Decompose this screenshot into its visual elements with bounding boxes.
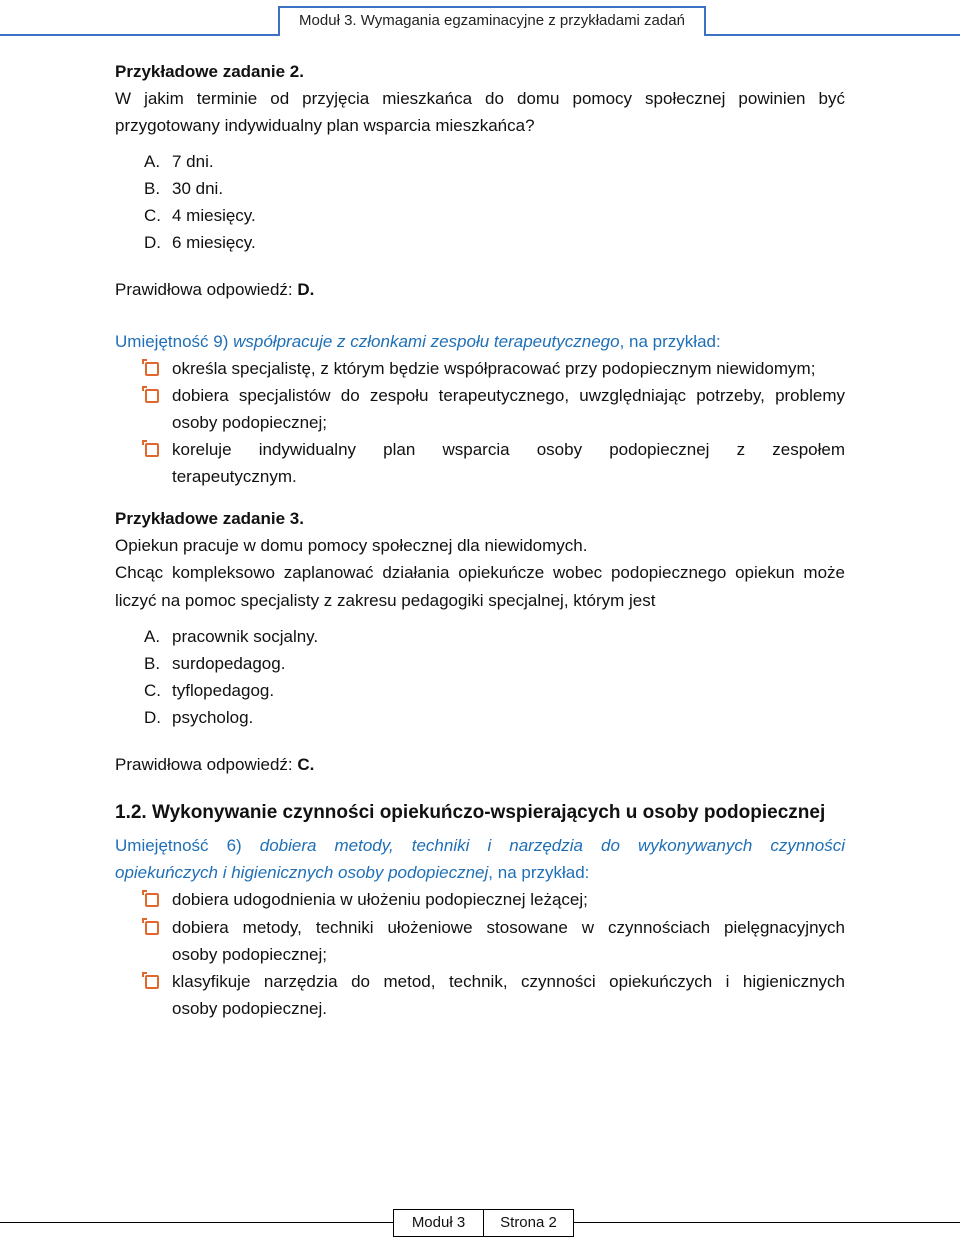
skill6-italic-line1: dobiera metody, techniki i narzędzia do wykonywanych czynności xyxy=(259,836,845,855)
checkbox-bullet-icon xyxy=(145,893,159,907)
footer-module: Moduł 3 xyxy=(393,1209,484,1237)
example2-option-a-text: 7 dni. xyxy=(172,152,214,171)
example3-option-a-letter: A. xyxy=(144,627,161,646)
skill9-suffix: , na przykład: xyxy=(619,332,721,351)
example3-answer-value: C. xyxy=(297,755,315,774)
example3-option-b-letter: B. xyxy=(144,654,161,673)
example3-option-d-letter: D. xyxy=(144,708,161,727)
skill9-italic: współpracuje z członkami zespołu terapeutycznego xyxy=(233,332,620,351)
example3-answer-label: Prawidłowa odpowiedź: xyxy=(115,755,298,774)
example3-answer xyxy=(115,754,314,776)
example3-line3: liczyć na pomoc specjalisty z zakresu pedagogiki specjalnej, którym jest xyxy=(115,591,656,610)
header-title: Moduł 3. Wymagania egzaminacyjne z przykładami zadań xyxy=(278,6,706,34)
skill6-heading-line2 xyxy=(115,862,589,884)
example2-option-d-letter: D. xyxy=(144,233,161,252)
example3-line1: Opiekun pracuje w domu pomocy społecznej dla niewidomych. xyxy=(115,536,588,555)
skill9-bullet3-line2: terapeutycznym. xyxy=(172,467,297,486)
section-number: 1.2. xyxy=(115,802,147,823)
skill9-bullet3-line1: koreluje indywidualny plan wsparcia osoby podopiecznej z zespołem xyxy=(172,440,845,459)
example2-question-line2: przygotowany indywidualny plan wsparcia mieszkańca? xyxy=(115,116,535,135)
example3-title: Przykładowe zadanie 3. xyxy=(115,509,304,528)
skill6-bullet2-line2: osoby podopiecznej; xyxy=(172,945,328,964)
example3-option-a-text: pracownik socjalny. xyxy=(172,627,319,646)
checkbox-bullet-icon xyxy=(145,389,159,403)
example2-option-b-letter: B. xyxy=(144,179,161,198)
skill6-heading-line1 xyxy=(115,835,845,857)
example3-option-c-text: tyflopedagog. xyxy=(172,681,275,700)
skill9-heading xyxy=(115,331,721,353)
skill6-prefix: Umiejętność 6) xyxy=(115,836,260,855)
header-rule-right xyxy=(704,34,960,36)
example2-option-c-letter: C. xyxy=(144,206,161,225)
example2-option-d-text: 6 miesięcy. xyxy=(172,233,256,252)
checkbox-bullet-icon xyxy=(145,921,159,935)
example3-option-b-text: surdopedagog. xyxy=(172,654,286,673)
skill6-bullet3-line2: osoby podopiecznej. xyxy=(172,999,328,1018)
skill6-bullet1-line1: dobiera udogodnienia w ułożeniu podopiecznej leżącej; xyxy=(172,890,588,909)
example2-title: Przykładowe zadanie 2. xyxy=(115,62,304,81)
skill9-bullet1-line1: określa specjalistę, z którym będzie współpracować przy podopiecznym niewidomym; xyxy=(172,359,816,378)
skill9-prefix: Umiejętność 9) xyxy=(115,332,234,351)
skill6-suffix: , na przykład: xyxy=(488,863,590,882)
section-heading xyxy=(115,801,825,825)
header-rule-left xyxy=(0,34,280,36)
example2-option-b-text: 30 dni. xyxy=(172,179,224,198)
skill9-bullet2-line1: dobiera specjalistów do zespołu terapeutycznego, uwzględniając potrzeby, problemy xyxy=(172,386,845,405)
checkbox-bullet-icon xyxy=(145,975,159,989)
example2-option-c-text: 4 miesięcy. xyxy=(172,206,256,225)
footer-page: Strona 2 xyxy=(483,1209,574,1237)
checkbox-bullet-icon xyxy=(145,362,159,376)
example2-answer xyxy=(115,279,314,301)
example2-answer-value: D. xyxy=(297,280,315,299)
example2-question-line1: W jakim terminie od przyjęcia mieszkańca do domu pomocy społecznej powinien być xyxy=(115,89,845,108)
skill6-bullet3-line1: klasyfikuje narzędzia do metod, technik, czynności opiekuńczych i higienicznych xyxy=(172,972,845,991)
example3-line2: Chcąc kompleksowo zaplanować działania opiekuńcze wobec podopiecznego opiekun może xyxy=(115,563,845,582)
skill6-bullet2-line1: dobiera metody, techniki ułożeniowe stosowane w czynnościach pielęgnacyjnych xyxy=(172,918,845,937)
example2-answer-label: Prawidłowa odpowiedź: xyxy=(115,280,298,299)
section-title: Wykonywanie czynności opiekuńczo-wspierających u osoby podopiecznej xyxy=(146,802,826,823)
skill6-italic-line2: opiekuńczych i higienicznych osoby podopiecznej xyxy=(115,863,489,882)
checkbox-bullet-icon xyxy=(145,443,159,457)
skill9-bullet2-line2: osoby podopiecznej; xyxy=(172,413,328,432)
example3-option-d-text: psycholog. xyxy=(172,708,254,727)
example3-option-c-letter: C. xyxy=(144,681,161,700)
example2-option-a-letter: A. xyxy=(144,152,161,171)
